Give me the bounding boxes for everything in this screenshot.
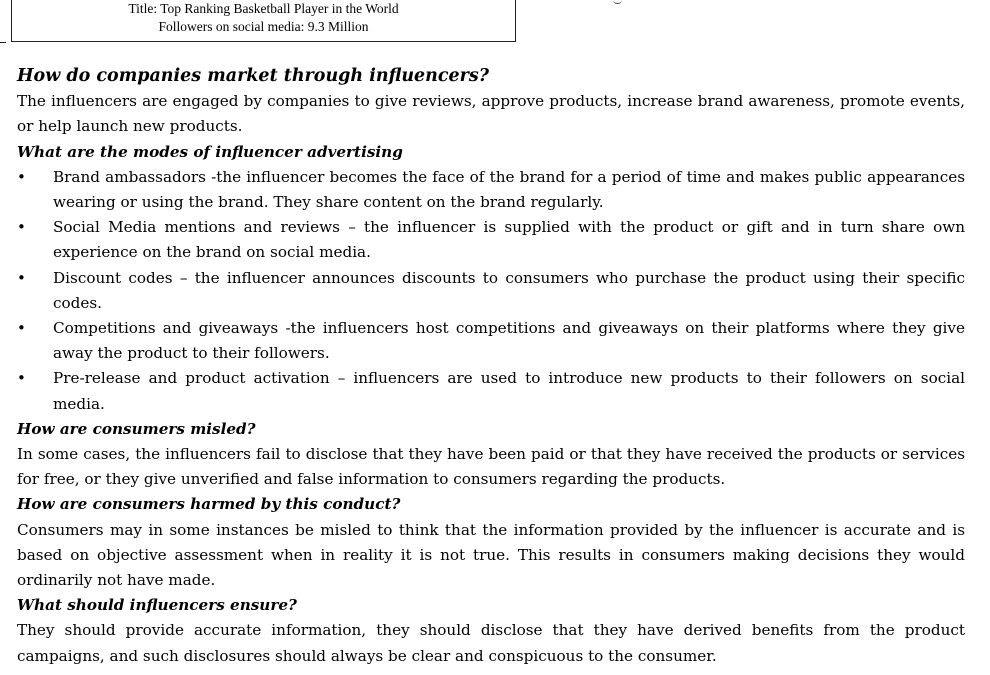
caption-title: Title: Top Ranking Basketball Player in the World [128, 1, 399, 16]
heading-harmed: How are consumers harmed by this conduct? [17, 495, 401, 514]
caption-followers: Followers on social media: 9.3 Million [158, 19, 369, 34]
heading-marketing: How do companies market through influencers? [17, 66, 490, 86]
heading-modes: What are the modes of influencer advertising [17, 142, 403, 161]
modes-list-item: • Competitions and giveaways -the influencers host competitions and giveaways on their platforms where they give away the product to their followers. [17, 316, 965, 366]
document-body [17, 64, 965, 669]
paragraph-ensure: They should provide accurate information, they should disclose that they have derived benefits from the product campaigns, and such disclosures should always be clear and conspicuous to the consumer. [17, 621, 965, 665]
paragraph-misled: In some cases, the influencers fail to disclose that they have been paid or that they have received the products or services for free, or they give unverified and false information to consumers regarding the products. [17, 445, 965, 489]
modes-list-item: • Discount codes – the influencer announces discounts to consumers who purchase the product using their specific codes. [17, 266, 965, 316]
partial-glyph-mark [613, 0, 622, 4]
heading-misled: How are consumers misled? [17, 419, 256, 438]
image-caption-box [11, 0, 516, 42]
paragraph-marketing: The influencers are engaged by companies to give reviews, approve products, increase brand awareness, promote events, or help launch new products. [17, 92, 965, 136]
modes-list-item: • Brand ambassadors -the influencer becomes the face of the brand for a period of time and makes public appearances wearing or using the brand. They share content on the brand regularly. [17, 165, 965, 215]
corner-mark [0, 42, 6, 43]
modes-list-item: • Pre-release and product activation – influencers are used to introduce new products to their followers on social media. [17, 366, 965, 416]
heading-ensure: What should influencers ensure? [17, 596, 297, 615]
paragraph-harmed: Consumers may in some instances be misled to think that the information provided by the influencer is accurate and is based on objective assessment when in reality it is not true. This results in consumers making decisions they would ordinarily not have made. [17, 520, 965, 590]
modes-list [17, 165, 965, 417]
modes-list-item: • Social Media mentions and reviews – the influencer is supplied with the product or gift and in turn share own experience on the brand on social media. [17, 215, 965, 265]
